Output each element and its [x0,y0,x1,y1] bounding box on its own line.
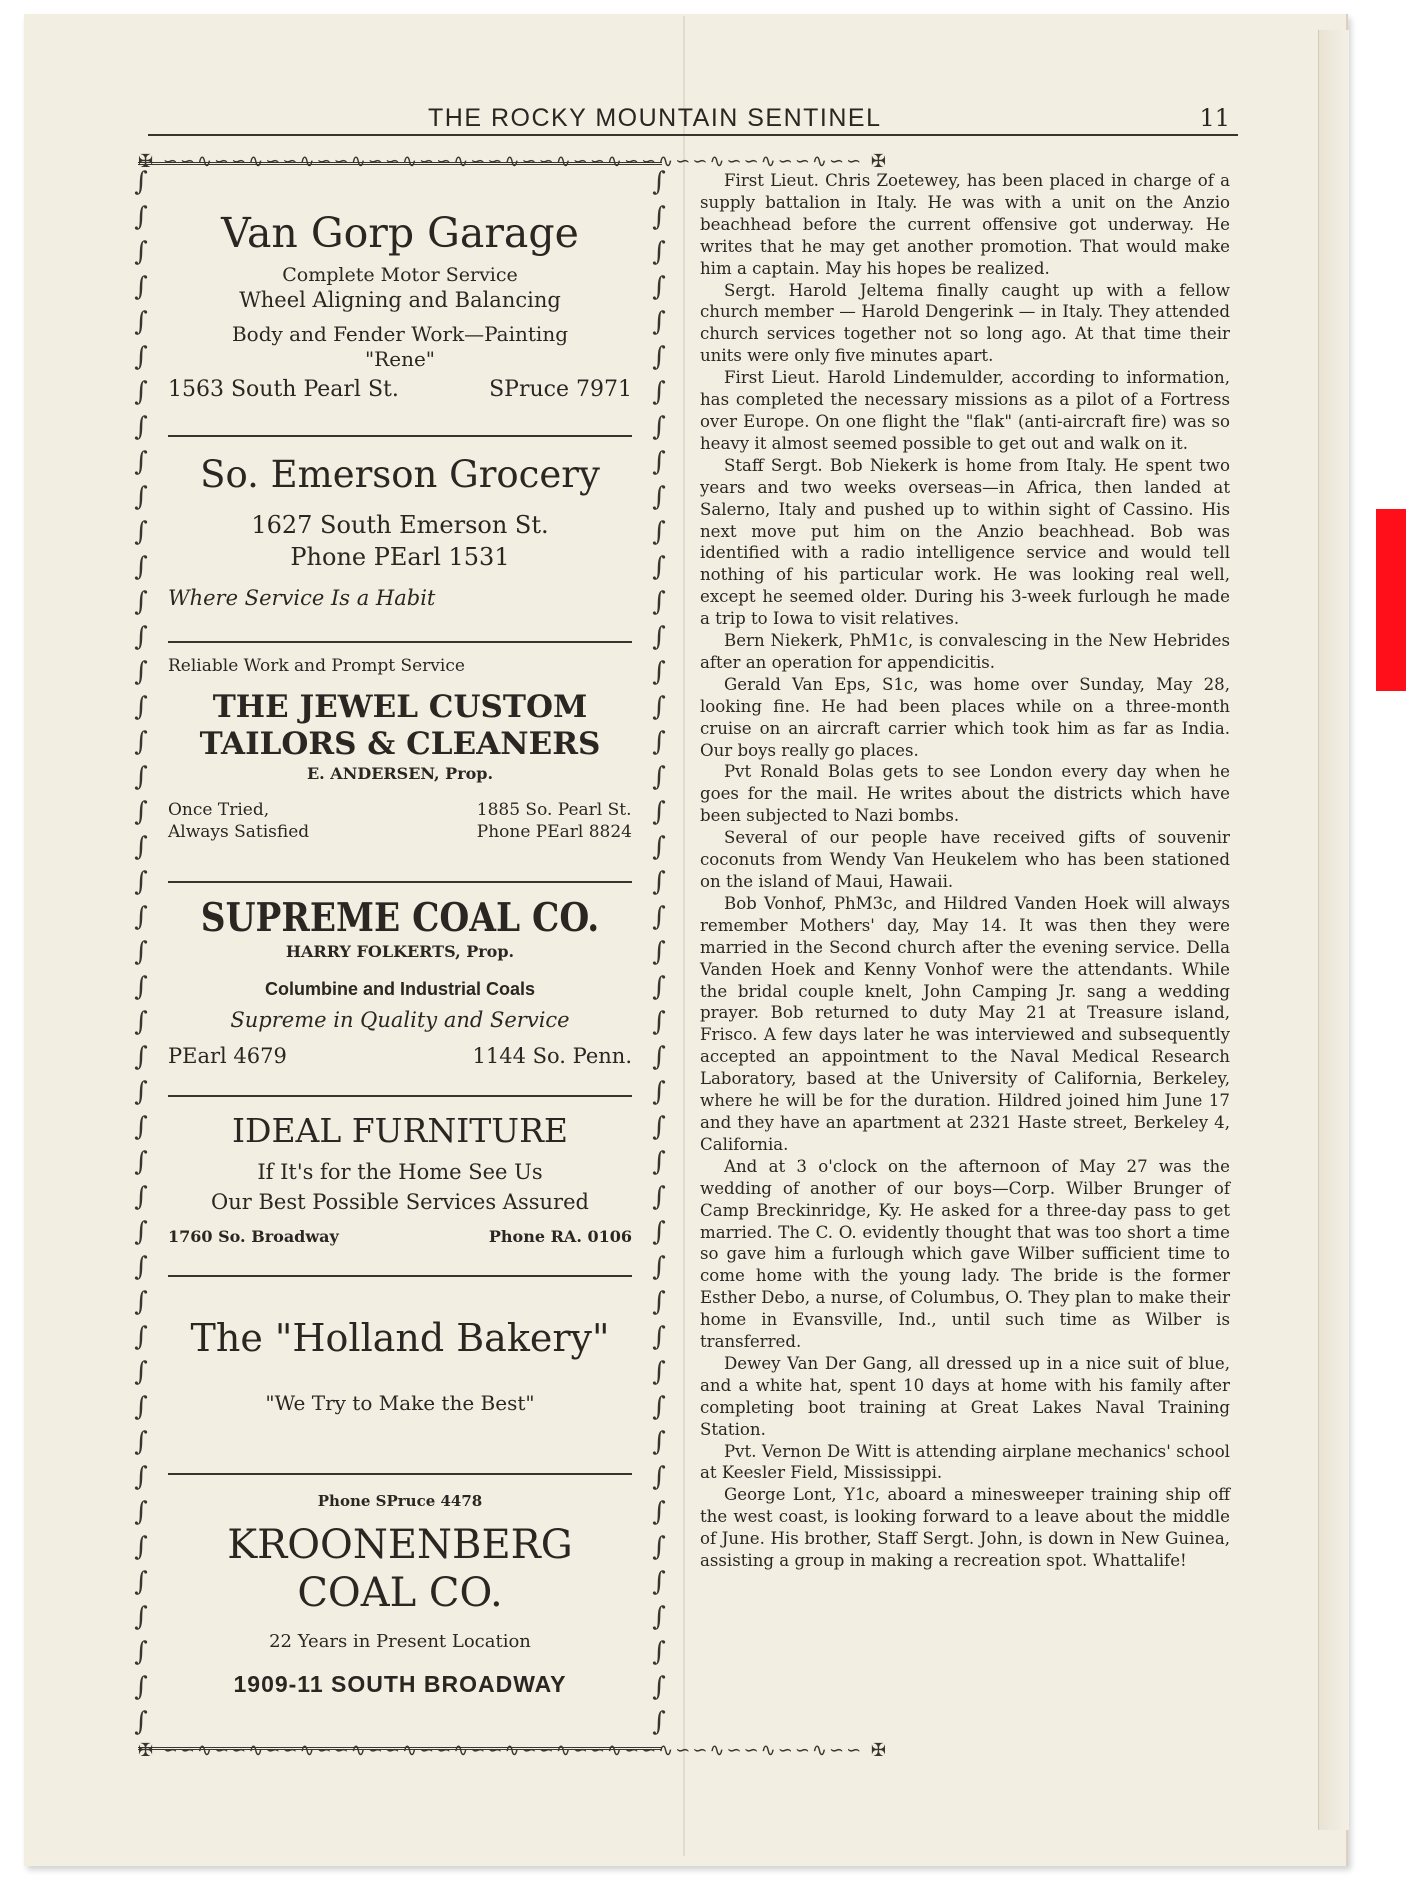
ad-contact: "Rene" [364,347,435,371]
news-column [700,170,1230,1572]
ad-line: Complete Motor Service [282,264,518,286]
ad-line: Always Satisfied [168,822,310,842]
ad-tagline: Reliable Work and Prompt Service [168,656,465,676]
ad-divider [168,1275,632,1277]
article-paragraph: Staff Sergt. Bob Niekerk is home from Italy. He spent two years and two weeks overseas—in Africa, then landed at Salerno, Italy and pushed up to within sight of Cassino. His next move put him on the Anzio beachhead. Bob was identified with a radio intelligence service and would tell nothing of his particular work. He was looking real well, except he seemed older. During his 3-week furlough he made a trip to Iowa to visit relatives. [700,455,1230,629]
ad-line: Wheel Aligning and Balancing [239,288,561,312]
ad-address: 1909-11 SOUTH BROADWAY [233,1671,567,1697]
ad-name-line: COAL CO. [297,1570,503,1616]
advertisement-panel [134,151,888,1761]
ad-name: The "Holland Bakery" [190,1316,610,1360]
article-paragraph: Several of our people have received gifts of souvenir coconuts from Wendy Van Heukelem who has been stationed on the island of Maui, Hawaii. [700,828,1230,891]
ad-holland-bakery [168,1315,632,1417]
ad-address: 1760 So. Broadway [168,1227,339,1246]
article-paragraph: George Lont, Y1c, aboard a minesweeper training ship off the west coast, is looking forward to a leave about the middle of June. His brother, Staff Sergt. John, is down in New Guinea, assisting a group in making a recreation spot. Whattalife! [700,1485,1230,1571]
ad-address: 1144 So. Penn. [472,1044,632,1068]
ad-phone: Phone RA. 0106 [488,1227,632,1246]
ornament-border-left: ∫ ∫ ∫ ∫ ∫ ∫ ∫ ∫ ∫ ∫ ∫ ∫ ∫ ∫ ∫ ∫ ∫ ∫ ∫ ∫ ∫ ∫ ∫ ∫ ∫ ∫ ∫ ∫ ∫ ∫ ∫ ∫ ∫ ∫ ∫ ∫ ∫ ∫ ∫ ∫ ∫ ∫ ∫ ∫ ∫ [134,167,148,1737]
ad-proprietor: E. ANDERSEN, Prop. [306,764,494,783]
ad-address: 1627 South Emerson St. [251,511,549,539]
ad-ideal-furniture [168,1111,632,1249]
ad-slogan: "We Try to Make the Best" [265,1391,535,1415]
article-paragraph: Bern Niekerk, PhM1c, is convalescing in the New Hebrides after an operation for appendicitis. [700,631,1230,672]
article-paragraph: Sergt. Harold Jeltema finally caught up with a fellow church member — Harold Dengerink — in Italy. They attended church services together not so long ago. At that time their units were only five minutes apart. [700,280,1230,366]
ornament-border-right: ∫ ∫ ∫ ∫ ∫ ∫ ∫ ∫ ∫ ∫ ∫ ∫ ∫ ∫ ∫ ∫ ∫ ∫ ∫ ∫ ∫ ∫ ∫ ∫ ∫ ∫ ∫ ∫ ∫ ∫ ∫ ∫ ∫ ∫ ∫ ∫ ∫ ∫ ∫ ∫ ∫ ∫ ∫ ∫ ∫ [652,167,666,1737]
ad-name-line: KROONENBERG [227,1522,573,1568]
ornament-border-top: ✠ ∽∽∿∽∽∿∽∽∿∽∽∿∽∽∿∽∽∿∽∽∿∽∽∿∽∽∿∽∽∿∽∽∿∽∽∿∽∽∿∽∽ ✠ [138,151,888,172]
ad-emerson-grocery [168,453,632,613]
ad-name: SUPREME COAL CO. [200,895,600,941]
ad-line: Once Tried, [168,800,270,820]
page-header [148,98,1238,136]
ad-name: IDEAL FURNITURE [231,1111,569,1150]
article-paragraph: First Lieut. Chris Zoetewey, has been placed in charge of a supply battalion in Italy. He was with a unit on the Anzio beachhead before the current offensive got underway. He writes that he may get another promotion. That would make him a captain. May his hopes be realized. [700,171,1230,278]
article-paragraph: Gerald Van Eps, S1c, was home over Sunday, May 28, looking fine. He had been places while on a three-month cruise on an aircraft carrier which took him as far as India. Our boys really go places. [700,674,1230,760]
article-paragraph: Bob Vonhof, PhM3c, and Hildred Vanden Hoek will always remember Mothers' day, May 14. It was then they were married in the Second church after the evening service. Della Vanden Hoek and Kenny Vonhof were the attendants. While the bridal couple knelt, John Camping Jr. sang a wedding prayer. Bob returned to duty May 21 at Treasure island, Frisco. A few days later he was interviewed and subsequently accepted an appointment to the Naval Medical Research Laboratory, based at the University of California, Berkeley, where he will be for the duration. Hildred joined him June 17 and they have an apartment at 2321 Haste street, Berkeley 4, California. [700,893,1230,1154]
ad-tagline: 22 Years in Present Location [269,1631,531,1652]
paper-edge [1318,30,1349,1830]
article-paragraph: Pvt Ronald Bolas gets to see London every day when he goes for the mail. He writes about the districts which have been subjected to Nazi bombs. [700,762,1230,826]
article-paragraph: Dewey Van Der Gang, all dressed up in a nice suit of blue, and a white hat, spent 10 days at home with his family after completing boot training at Great Lakes Naval Training Station. [700,1353,1230,1439]
ad-name: Van Gorp Garage [221,209,579,257]
page-number: 11 [1199,104,1230,132]
ad-line: If It's for the Home See Us [257,1160,543,1184]
article-paragraph: Pvt. Vernon De Witt is attending airplane mechanics' school at Keesler Field, Mississippi. [700,1441,1230,1483]
ad-products: Columbine and Industrial Coals [264,979,536,999]
ad-divider [168,1095,632,1097]
article-paragraph: First Lieut. Harold Lindemulder, according to information, has completed the necessary missions as a pilot of a Fortress over Europe. On one flight the "flak" (anti-aircraft fire) was so heavy it almost seemed possible to get out and walk on it. [700,368,1230,453]
ad-name: So. Emerson Grocery [200,453,600,496]
ad-name-line: THE JEWEL CUSTOM [212,689,588,725]
ad-slogan: Supreme in Quality and Service [230,1008,570,1032]
ad-van-gorp-garage [168,209,632,405]
ad-proprietor: HARRY FOLKERTS, Prop. [285,942,515,961]
ad-supreme-coal [168,895,632,1071]
ad-line: Body and Fender Work—Painting [231,322,568,346]
ad-slogan: Where Service Is a Habit [168,586,436,610]
ad-address: 1563 South Pearl St. [168,377,399,402]
ad-phone: Phone SPruce 4478 [317,1492,483,1510]
ad-phone: Phone PEarl 1531 [290,543,510,571]
ad-kroonenberg-coal [168,1491,632,1699]
ad-phone: PEarl 4679 [168,1044,287,1068]
ad-jewel-custom-tailors [168,655,632,843]
ad-phone: Phone PEarl 8824 [476,822,632,842]
red-bookmark-tab [1376,509,1406,691]
page-fold [683,16,685,1856]
ad-phone: SPruce 7971 [489,377,632,402]
article-paragraph: And at 3 o'clock on the afternoon of May 27 was the wedding of another of our boys—Corp. Wilber Brunger of Camp Breckinridge, Ky. He asked for a three-day pass to get married. The C. O. evidently thought that was too short a time so gave him a furlough which gave Wilber sufficient time to come home with the young lady. The bride is the former Esther Debo, a nurse, of Columbus, O. They plan to make their home in Evansville, Ind., until such time as Wilber is transferred. [700,1156,1230,1352]
ornament-border-bottom: ✠ ∽∽∿∽∽∿∽∽∿∽∽∿∽∽∿∽∽∿∽∽∿∽∽∿∽∽∿∽∽∿∽∽∿∽∽∿∽∽∿∽∽ ✠ [138,1740,888,1761]
ad-address: 1885 So. Pearl St. [476,800,632,820]
publication-title: THE ROCKY MOUNTAIN SENTINEL [428,104,882,132]
ad-divider [168,641,632,643]
ad-line: Our Best Possible Services Assured [211,1190,589,1214]
ad-divider [168,881,632,883]
ad-divider [168,435,632,437]
ad-name-line: TAILORS & CLEANERS [199,726,601,762]
ad-divider [168,1473,632,1475]
